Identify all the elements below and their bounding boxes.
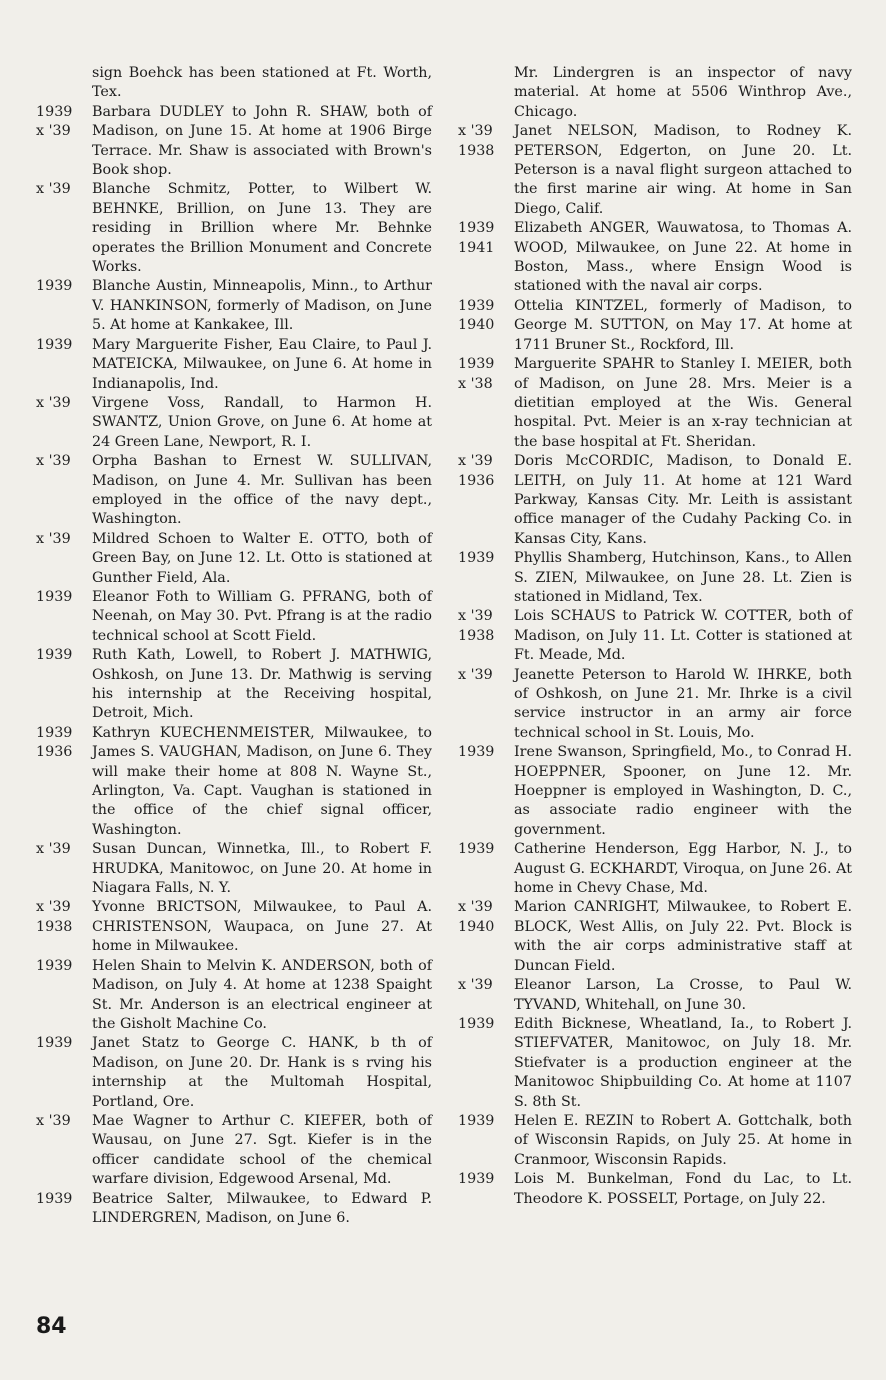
class-year: 1939 [458, 841, 495, 858]
marriage-entry [36, 336, 432, 394]
marriage-entry [36, 1190, 432, 1229]
class-year: 1939 1936 [36, 724, 73, 761]
class-year: 1939 [36, 588, 73, 605]
entry-text: Orpha Bashan to Ernest W. SULLIVAN, Madison, on June 4. Mr. Sullivan has been employed in the office of the navy dept., Washington. [92, 453, 432, 528]
class-year: x '39 1940 [458, 899, 495, 935]
marriage-entry [36, 840, 432, 898]
class-year: x '39 [36, 181, 71, 198]
class-year: x '39 1938 [36, 899, 73, 935]
entry-text: Mary Marguerite Fisher, Eau Claire, to Paul J. MATEICKA, Milwaukee, on June 6. At home in Indianapolis, Ind. [92, 336, 432, 392]
class-year: x '39 [36, 530, 71, 547]
marriage-entry [458, 122, 852, 219]
marriage-entry [36, 530, 432, 588]
class-year: 1939 [458, 550, 495, 567]
class-year: x '39 1938 [458, 123, 495, 159]
class-year: x '39 1938 [458, 608, 495, 644]
entry-text: Lois SCHAUS to Patrick W. COTTER, both of Madison, on July 11. Lt. Cotter is stationed at Ft. Meade, Md. [514, 608, 852, 664]
entry-text: Phyllis Shamberg, Hutchinson, Kans., to Allen S. ZIEN, Milwaukee, on June 28. Lt. Zien is stationed in Midland, Tex. [514, 550, 852, 605]
marriage-entry [458, 219, 852, 297]
class-year: 1939 [36, 957, 73, 974]
marriage-entry [458, 355, 852, 452]
class-year: 1939 [458, 744, 495, 761]
class-year: x '39 [458, 977, 493, 994]
marriage-entry [36, 452, 432, 530]
entry-text: Jeanette Peterson to Harold W. IHRKE, both of Oshkosh, on June 21. Mr. Ihrke is a civil service instructor in an army air force technical school in St. Louis, Mo. [514, 666, 852, 741]
class-year: x '39 1936 [458, 453, 495, 489]
class-year: x '39 [458, 666, 493, 683]
entry-text: Doris McCORDIC, Madison, to Donald E. LEITH, on July 11. At home at 121 Ward Parkway, Kansas City. Mr. Leith is assistant office manager of the Cudahy Packing Co. in Kansas City, Kans. [514, 453, 852, 547]
marriage-entry [36, 277, 432, 335]
entry-text: Lois M. Bunkelman, Fond du Lac, to Lt. Theodore K. POSSELT, Portage, on July 22. [514, 1171, 852, 1207]
entry-text: Susan Duncan, Winnetka, Ill., to Robert F. HRUDKA, Manitowoc, on June 20. At home in Niagara Falls, N. Y. [92, 841, 432, 897]
entry-text: Ruth Kath, Lowell, to Robert J. MATHWIG, Oshkosh, on June 13. Dr. Mathwig is serving his internship at the Receiving hospital, Detroit, Mich. [92, 647, 432, 722]
entry-text: Helen Shain to Melvin K. ANDERSON, both of Madison, on July 4. At home at 1238 Spaight St. Mr. Anderson is an electrical engineer at the Gisholt Machine Co. [92, 957, 432, 1032]
marriage-entry [458, 1170, 852, 1209]
marriage-entry [458, 1112, 852, 1170]
marriage-entry [36, 646, 432, 724]
marriage-entry [36, 588, 432, 646]
class-year: 1939 [36, 1190, 73, 1207]
marriage-entry [458, 297, 852, 355]
marriage-entry [36, 103, 432, 181]
marriage-entry [36, 64, 432, 103]
entry-text: Yvonne BRICTSON, Milwaukee, to Paul A. CHRISTENSON, Waupaca, on June 27. At home in Milwaukee. [92, 899, 432, 955]
entry-text: Janet NELSON, Madison, to Rodney K. PETERSON, Edgerton, on June 20. Lt. Peterson is a naval flight surgeon attached to the first marine air wing. At home in San Diego, Calif. [514, 123, 852, 217]
marriage-entry [458, 607, 852, 665]
class-year: 1939 1941 [458, 220, 495, 256]
class-year: 1939 [36, 278, 73, 295]
marriage-entry [458, 898, 852, 976]
marriage-entry [36, 1034, 432, 1112]
entry-text: Eleanor Larson, La Crosse, to Paul W. TYVAND, Whitehall, on June 30. [514, 977, 852, 1013]
entry-text: Catherine Henderson, Egg Harbor, N. J., to August G. ECKHARDT, Viroqua, on June 26. At home in Chevy Chase, Md. [514, 841, 852, 897]
entry-text: Janet Statz to George C. HANK, b th of Madison, on June 20. Dr. Hank is s rving his internship at the Multomah Hospital, Portland, Ore. [92, 1035, 432, 1110]
class-year: 1939 x '38 [458, 356, 495, 392]
entry-text: Edith Bicknese, Wheatland, Ia., to Robert J. STIEFVATER, Manitowoc, on July 18. Mr. Stiefvater is a production engineer at the Manitowoc Shipbuilding Co. At home at 1107 S. 8th St. [514, 1015, 852, 1110]
entry-text: Mr. Lindergren is an inspector of navy material. At home at 5506 Winthrop Ave., Chicago. [514, 65, 852, 120]
marriage-entry [36, 898, 432, 956]
class-year [36, 64, 92, 103]
entry-text: Mae Wagner to Arthur C. KIEFER, both of Wausau, on June 27. Sgt. Kiefer is in the officer candidate school of the chemical warfare division, Edgewood Arsenal, Md. [92, 1112, 432, 1188]
marriage-entry [458, 743, 852, 840]
marriage-entry [36, 394, 432, 452]
entry-text: Marion CANRIGHT, Milwaukee, to Robert E. BLOCK, West Allis, on July 22. Pvt. Block is with the air corps administrative staff at Duncan Field. [514, 899, 852, 974]
class-year: 1939 x '39 [36, 103, 73, 140]
entry-text: Ottelia KINTZEL, formerly of Madison, to George M. SUTTON, on May 17. At home at 1711 Bruner St., Rockford, Ill. [514, 297, 852, 353]
class-year: x '39 [36, 841, 71, 858]
marriage-entry [458, 452, 852, 549]
marriage-entry [36, 957, 432, 1035]
entry-text: Virgene Voss, Randall, to Harmon H. SWANTZ, Union Grove, on June 6. At home at 24 Green Lane, Newport, R. I. [92, 394, 432, 450]
entry-text: Helen E. REZIN to Robert A. Gottchalk, both of Wisconsin Rapids, on July 25. At home in Cranmoor, Wisconsin Rapids. [514, 1112, 852, 1168]
class-year: x '39 [36, 453, 71, 470]
class-year [458, 64, 514, 122]
marriage-entry [458, 840, 852, 898]
page-number: 84 [36, 1314, 67, 1339]
entry-text: Beatrice Salter, Milwaukee, to Edward P. LINDERGREN, Madison, on June 6. [92, 1190, 432, 1226]
entry-text: Blanche Schmitz, Potter, to Wilbert W. BEHNKE, Brillion, on June 13. They are residing in Brillion where Mr. Behnke operates the Brillion Monument and Concrete Works. [92, 181, 432, 276]
entry-text: Blanche Austin, Minneapolis, Minn., to Arthur V. HANKINSON, formerly of Madison, on June 5. At home at Kankakee, Ill. [92, 278, 432, 334]
entry-text: Elizabeth ANGER, Wauwatosa, to Thomas A. WOOD, Milwaukee, on June 22. At home in Boston, Mass., where Ensign Wood is stationed with the naval air corps. [514, 220, 852, 295]
class-year: 1939 [458, 1015, 495, 1032]
class-year: 1939 [36, 336, 73, 353]
class-year: 1939 [36, 647, 73, 664]
class-year: 1939 1940 [458, 297, 495, 334]
entry-text: sign Boehck has been stationed at Ft. Worth, Tex. [92, 65, 432, 101]
marriage-entry [458, 549, 852, 607]
entry-text: Barbara DUDLEY to John R. SHAW, both of Madison, on June 15. At home at 1906 Birge Terrace. Mr. Shaw is associated with Brown's Book shop. [92, 103, 432, 179]
class-year: 1939 [36, 1035, 73, 1052]
left-column [36, 64, 432, 1228]
class-year: 1939 [458, 1112, 495, 1129]
entry-text: Irene Swanson, Springfield, Mo., to Conrad H. HOEPPNER, Spooner, on June 12. Mr. Hoeppner is employed in Washington, D. C., as associate radio engineer with the government. [514, 744, 852, 838]
class-year: x '39 [36, 1112, 71, 1129]
marriage-entry [458, 64, 852, 122]
marriage-entry [458, 976, 852, 1015]
marriage-entry [36, 724, 432, 840]
marriage-entry [36, 180, 432, 277]
entry-text: Mildred Schoen to Walter E. OTTO, both of Green Bay, on June 12. Lt. Otto is stationed at Gunther Field, Ala. [92, 530, 432, 586]
class-year: 1939 [458, 1171, 495, 1188]
marriage-entry [458, 666, 852, 744]
entry-text: Marguerite SPAHR to Stanley I. MEIER, both of Madison, on June 28. Mrs. Meier is a dietitian employed at the Wis. General hospital. Pvt. Meier is an x-ray technician at the base hospital at Ft. Sheridan. [514, 356, 852, 450]
right-column [458, 64, 852, 1209]
marriage-entry [458, 1015, 852, 1112]
marriage-entry [36, 1112, 432, 1190]
entry-text: Kathryn KUECHENMEISTER, Milwaukee, to James S. VAUGHAN, Madison, on June 6. They will make their home at 808 N. Wayne St., Arlington, Va. Capt. Vaughan is stationed in the office of the chief signal officer, Washington. [92, 724, 432, 838]
class-year: x '39 [36, 394, 71, 411]
entry-text: Eleanor Foth to William G. PFRANG, both of Neenah, on May 30. Pvt. Pfrang is at the radio technical school at Scott Field. [92, 588, 432, 644]
